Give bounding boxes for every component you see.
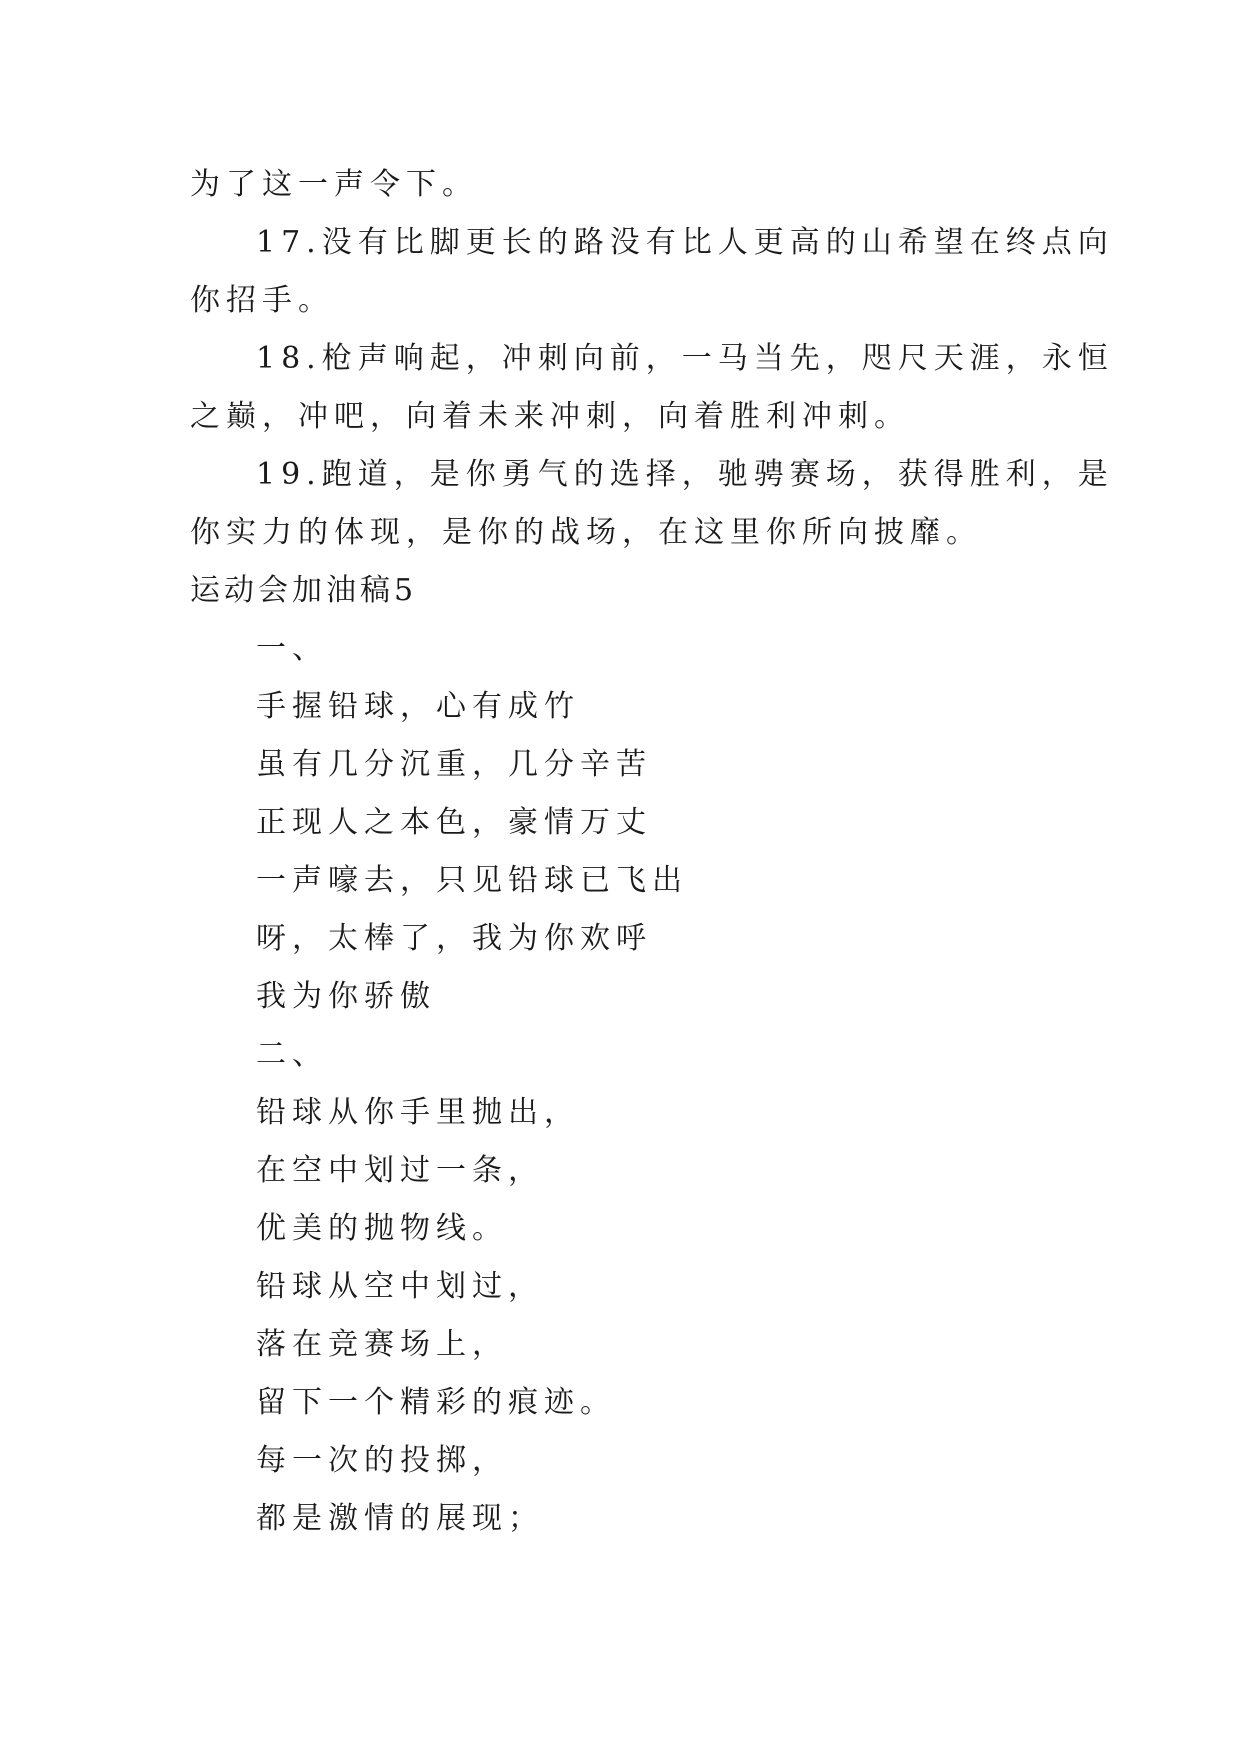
item-19-line-2: 你实力的体现，是你的战场，在这里你所向披靡。	[190, 515, 982, 550]
poem-two-line: 每一次的投掷，	[256, 1443, 508, 1478]
poem-two-line: 铅球从你手里抛出，	[256, 1095, 580, 1130]
poem-two-line: 都是激情的展现；	[256, 1501, 544, 1536]
item-17-line-1: 17.没有比脚更长的路没有比人更高的山希望在终点向	[256, 225, 1114, 260]
poem-one-label: 一、	[256, 631, 328, 666]
poem-one-line: 呀，太棒了，我为你欢呼	[256, 921, 652, 956]
item-17-line-2: 你招手。	[190, 283, 334, 318]
poem-two-line: 铅球从空中划过，	[256, 1269, 544, 1304]
poem-one-line: 手握铅球，心有成竹	[256, 689, 580, 724]
item-18-line-2: 之巅，冲吧，向着未来冲刺，向着胜利冲刺。	[190, 399, 910, 434]
poem-two-line: 留下一个精彩的痕迹。	[256, 1385, 616, 1420]
poem-two-line: 落在竞赛场上，	[256, 1327, 508, 1362]
poem-one-line: 虽有几分沉重，几分辛苦	[256, 747, 652, 782]
poem-two-line: 在空中划过一条，	[256, 1153, 544, 1188]
continuation-line: 为了这一声令下。	[190, 167, 478, 202]
item-19-line-1: 19.跑道，是你勇气的选择，驰骋赛场，获得胜利，是	[256, 457, 1114, 492]
poem-one-line: 正现人之本色，豪情万丈	[256, 805, 652, 840]
section-title: 运动会加油稿5	[190, 573, 418, 608]
item-18-line-1: 18.枪声响起，冲刺向前，一马当先，咫尺天涯，永恒	[256, 341, 1114, 376]
poem-two-label: 二、	[256, 1037, 328, 1072]
poem-one-line: 我为你骄傲	[256, 979, 436, 1014]
poem-one-line: 一声嚎去，只见铅球已飞出	[256, 863, 688, 898]
poem-two-line: 优美的抛物线。	[256, 1211, 508, 1246]
